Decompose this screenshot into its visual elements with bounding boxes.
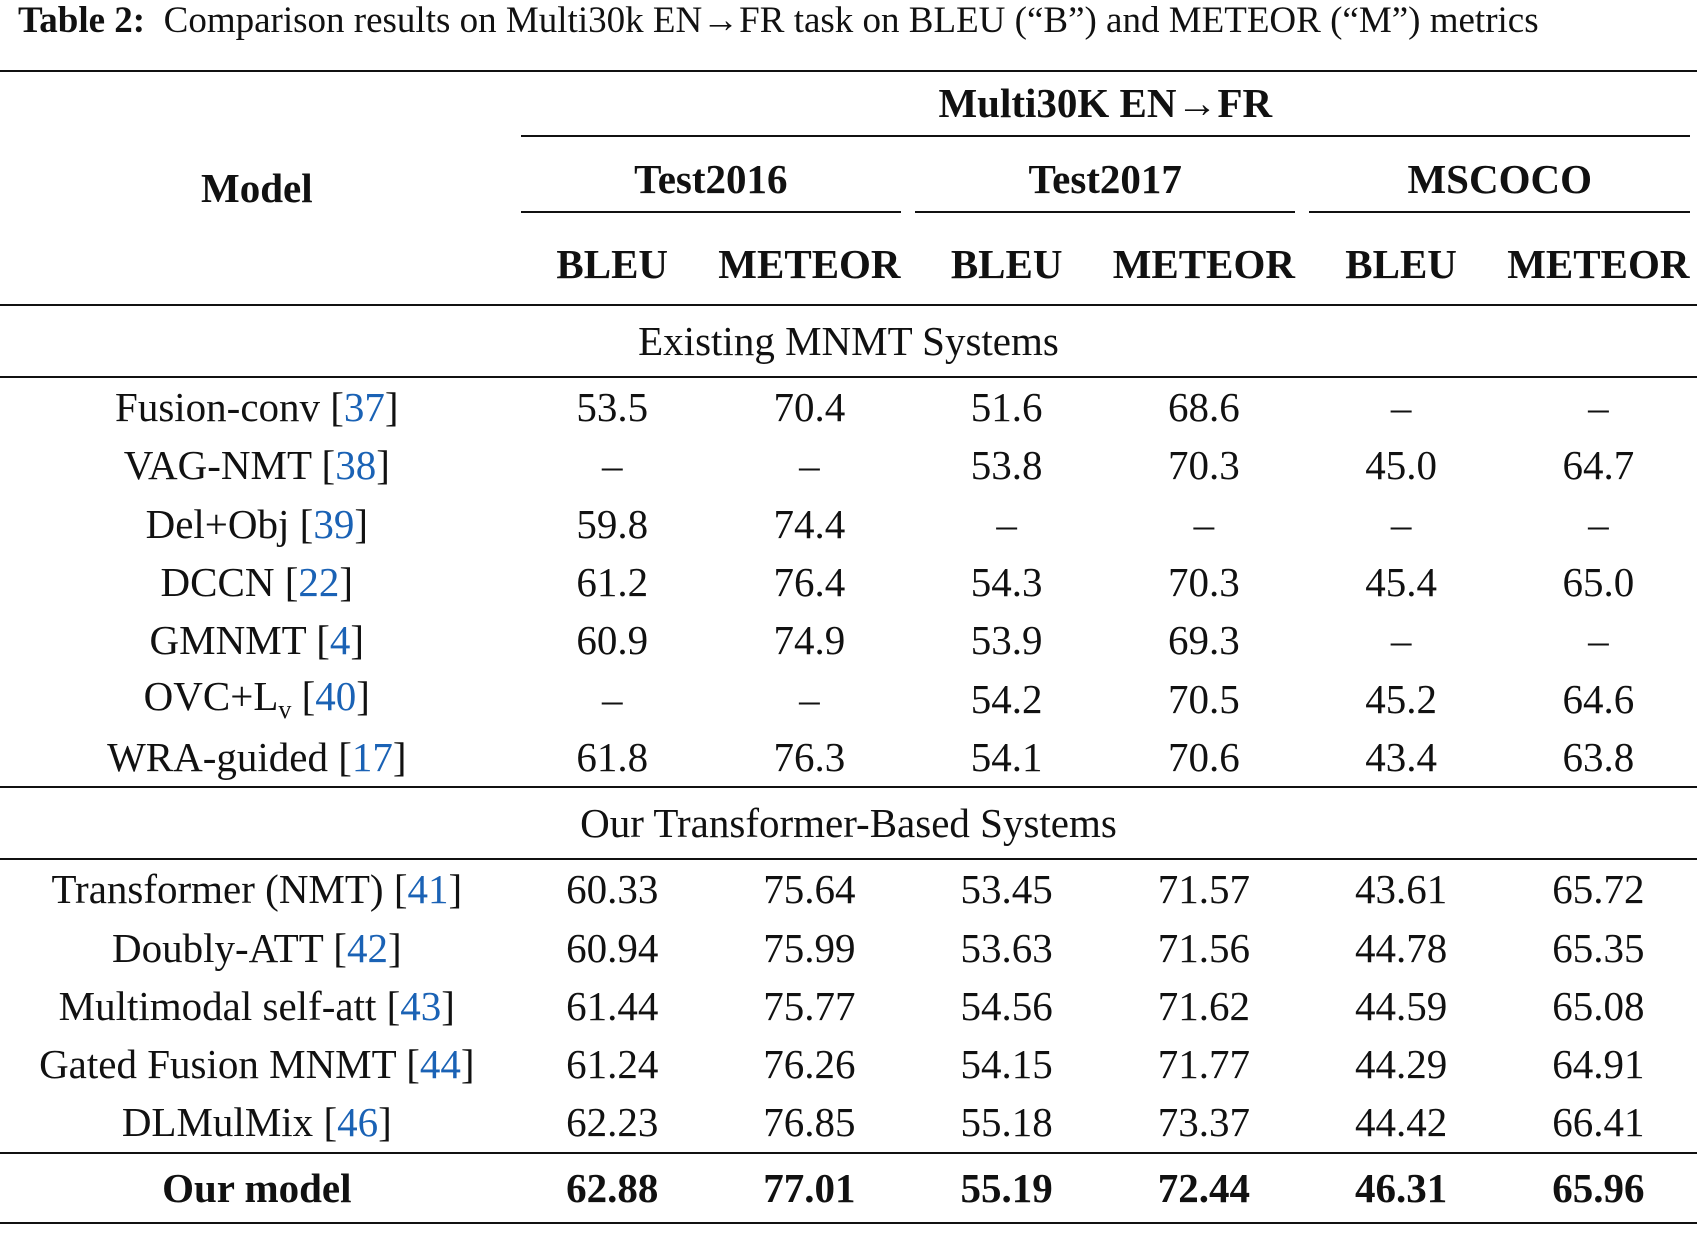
score-cell: 44.29 [1354,1041,1448,1088]
score-cell: 55.18 [960,1099,1053,1146]
model-name-cell: Multimodal self-att [43] [58,982,455,1029]
score-cell: 68.6 [1167,384,1240,431]
score-cell: 62.23 [566,1099,659,1146]
score-cell: 76.26 [763,1041,856,1088]
score-cell: 69.3 [1167,617,1240,664]
model-name-cell: Transformer (NMT) [41] [51,866,463,913]
score-cell: 60.9 [576,617,649,664]
score-cell: 53.9 [970,617,1043,664]
score-cell: 65.72 [1552,866,1645,913]
score-cell: – [1588,617,1609,664]
model-name-cell: Fusion-conv [37] [115,384,399,431]
score-cell: 53.45 [960,866,1053,913]
model-name: Fusion-conv [115,384,321,431]
set-header-mscoco: MSCOCO [1302,144,1697,224]
model-name-cell: Doubly-ATT [42] [111,924,402,971]
score-cell: – [799,675,820,722]
score-cell: 51.6 [970,384,1043,431]
model-name-cell: DCCN [22] [160,559,354,606]
set-header-test2016: Test2016 [514,144,908,224]
score-cell: – [799,442,820,489]
our-model-value: 72.44 [1105,1153,1302,1223]
score-cell: 63.8 [1562,733,1635,780]
model-name-cell: WRA-guided [17] [107,733,407,780]
model-name-subscript: v [278,695,292,725]
score-cell: – [996,500,1017,547]
score-cell: – [1390,500,1412,547]
table-row [0,495,1697,553]
score-cell: 54.15 [960,1041,1053,1088]
section-title: Our Transformer-Based Systems [0,787,1697,859]
metric-header: BLEU [1345,241,1457,287]
metric-header: BLEU [950,241,1063,287]
score-cell: – [601,442,623,489]
score-cell: 64.91 [1552,1041,1645,1088]
score-cell: 70.3 [1167,559,1240,606]
score-cell: 71.56 [1157,924,1250,971]
table-body [0,305,1697,1153]
score-cell: 76.3 [773,733,846,780]
model-name: Multimodal self-att [58,982,377,1029]
score-cell: 43.61 [1354,866,1448,913]
score-cell: 54.1 [970,733,1043,780]
our-model-value: 55.19 [908,1153,1105,1223]
model-name: DCCN [160,559,275,606]
score-cell: 74.4 [773,500,846,547]
model-name-cell: Gated Fusion MNMT [44] [39,1041,475,1088]
table-row [0,1035,1697,1093]
model-name-cell: VAG-NMT [38] [123,442,390,489]
score-cell: 76.4 [773,559,846,606]
table-row [0,669,1697,727]
score-cell: 75.77 [763,982,856,1029]
score-cell: 65.08 [1552,982,1645,1029]
citation-link[interactable]: 4 [329,617,351,664]
our-model-value: 65.96 [1500,1153,1697,1223]
model-name: Gated Fusion MNMT [39,1041,396,1088]
results-table-wrapper [0,70,1697,1224]
metric-header: METEOR [1507,241,1690,287]
model-name-cell: DLMulMix [46] [121,1099,392,1146]
score-cell: 45.4 [1365,559,1437,606]
results-table [0,70,1697,1224]
dataset-group-header: Multi30K EN→FR [514,71,1697,144]
score-cell: 66.41 [1552,1099,1645,1146]
model-column-header: Model [0,71,514,305]
our-model-value: 62.88 [514,1153,711,1223]
model-name-cell: GMNMT [4] [149,617,365,664]
model-name: VAG-NMT [123,442,312,489]
score-cell: 75.99 [763,924,856,971]
citation-link[interactable]: 43 [400,982,442,1029]
score-cell: 54.3 [970,559,1043,606]
metric-header: METEOR [718,241,901,287]
table-row [0,918,1697,976]
score-cell: 70.5 [1167,675,1240,722]
score-cell: 43.4 [1365,733,1437,780]
table-row [0,436,1697,494]
our-model-row [0,1153,1697,1223]
score-cell: 53.8 [970,442,1043,489]
model-name: Transformer (NMT) [51,866,384,913]
score-cell: 64.7 [1562,442,1635,489]
caption-label: Table 2: [18,0,146,41]
citation-link[interactable]: 39 [313,500,355,547]
score-cell: – [1390,617,1412,664]
table-row [0,859,1697,918]
table-caption [18,0,1688,42]
table-row [0,553,1697,611]
score-cell: 71.77 [1157,1041,1250,1088]
score-cell: 45.0 [1365,442,1437,489]
set-header-test2017: Test2017 [908,144,1302,224]
score-cell: 53.5 [576,384,649,431]
citation-link[interactable]: 44 [419,1041,461,1088]
score-cell: 71.57 [1157,866,1250,913]
score-cell: 44.42 [1354,1099,1448,1146]
citation-link[interactable]: 38 [335,442,377,489]
section-header-row [0,305,1697,377]
citation-link[interactable]: 42 [346,924,388,971]
score-cell: 70.3 [1167,442,1240,489]
score-cell: 65.35 [1552,924,1645,971]
model-name: GMNMT [149,617,306,664]
score-cell: 59.8 [576,500,649,547]
score-cell: – [1588,384,1609,431]
citation-link[interactable]: 41 [407,866,449,913]
score-cell: 60.33 [566,866,659,913]
score-cell: 76.85 [763,1099,856,1146]
score-cell: 61.44 [566,982,659,1029]
table-row [0,728,1697,787]
score-cell: – [1390,384,1412,431]
score-cell: – [1193,500,1215,547]
score-cell: 54.56 [960,982,1053,1029]
score-cell: 44.78 [1354,924,1448,971]
citation-link[interactable]: 17 [351,733,393,780]
section-title: Existing MNMT Systems [0,305,1697,377]
citation-link[interactable]: 46 [337,1099,379,1146]
score-cell: 75.64 [763,866,856,913]
score-cell: 70.4 [773,384,846,431]
our-model-value: 77.01 [711,1153,908,1223]
score-cell: 54.2 [970,675,1043,722]
score-cell: 64.6 [1562,675,1635,722]
model-name-cell: Del+Obj [39] [145,500,368,547]
table-row [0,977,1697,1035]
score-cell: 71.62 [1157,982,1250,1029]
score-cell: 65.0 [1562,559,1635,606]
model-name: Del+Obj [145,500,290,547]
citation-link[interactable]: 40 [315,673,357,720]
model-name: OVC+L [143,673,279,720]
score-cell: 45.2 [1365,675,1437,722]
metric-header: BLEU [556,241,669,287]
score-cell: 61.24 [566,1041,659,1088]
score-cell: – [601,675,623,722]
score-cell: 44.59 [1354,982,1448,1029]
model-name: WRA-guided [107,733,328,780]
model-name-cell: $OVC+L_v$ [40] [143,673,370,725]
table-row [0,1093,1697,1152]
score-cell: 74.9 [773,617,846,664]
citation-link[interactable]: 37 [343,384,385,431]
score-cell: 61.8 [576,733,649,780]
citation-link[interactable]: 22 [298,559,340,606]
metric-header: METEOR [1112,241,1295,287]
our-model-label: Our model [0,1153,514,1223]
score-cell: 60.94 [566,924,659,971]
table-row [0,611,1697,669]
model-name: DLMulMix [121,1099,314,1146]
caption-text: Comparison results on Multi30k EN→FR task on BLEU (“B”) and METEOR (“M”) metrics [163,0,1539,41]
model-name: Doubly-ATT [111,924,324,971]
section-header-row [0,787,1697,859]
score-cell: 70.6 [1167,733,1240,780]
score-cell: 53.63 [960,924,1053,971]
score-cell: 61.2 [576,559,649,606]
our-model-value: 46.31 [1302,1153,1499,1223]
score-cell: 73.37 [1157,1099,1250,1146]
score-cell: – [1588,500,1609,547]
table-row [0,377,1697,436]
